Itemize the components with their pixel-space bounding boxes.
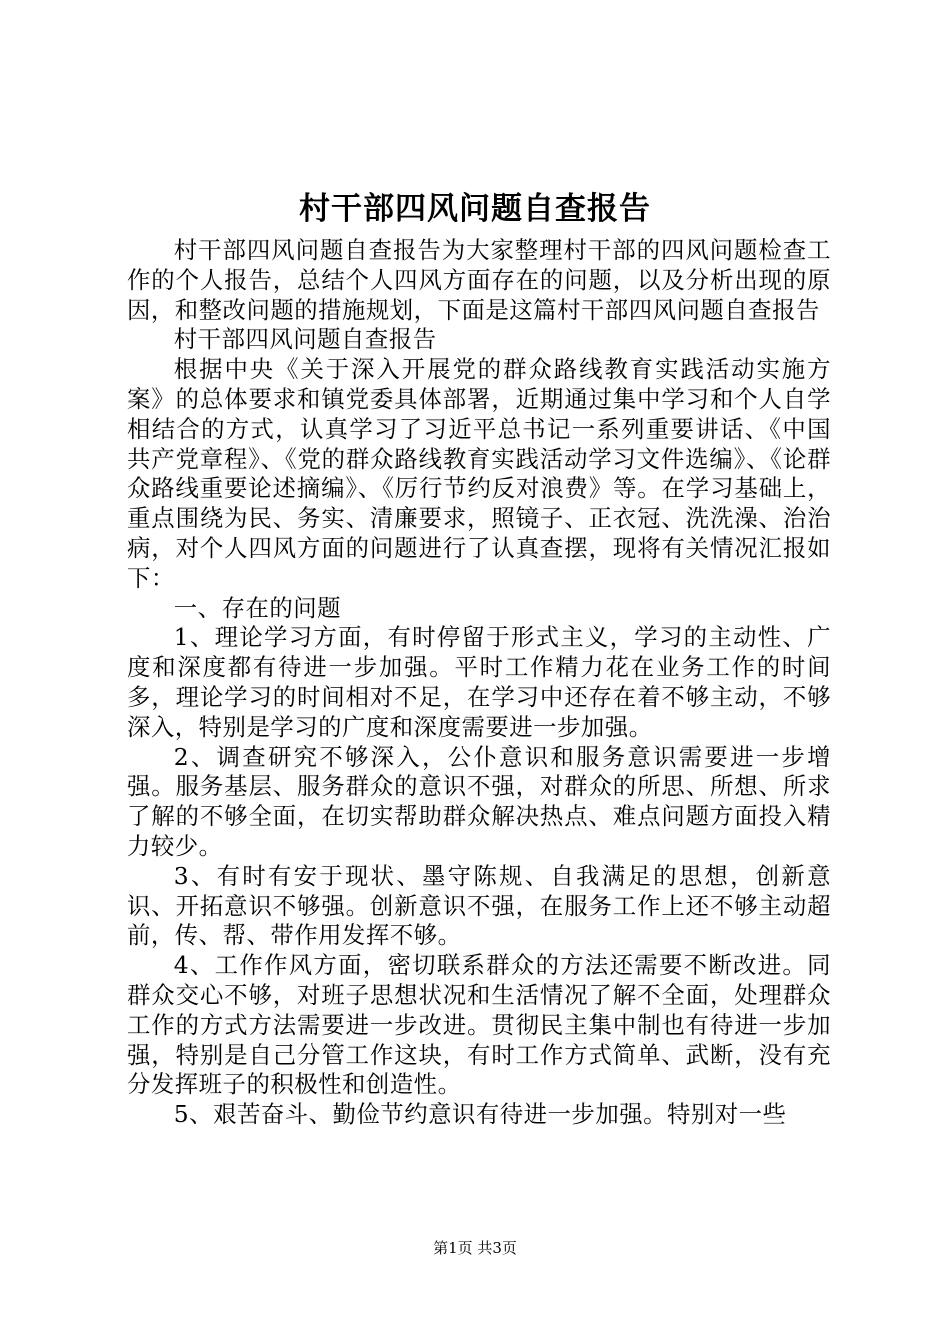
body-paragraph: 根据中央《关于深入开展党的群众路线教育实践活动实施方案》的总体要求和镇党委具体部署，近期通过集中学习和个人自学相结合的方式，认真学习了习近平总书记一系列重要讲话、《中国共产党章程》、《党的群众路线教育实践活动学习文件选编》、《论群众路线重要论述摘编》、《厉行节约反对浪费》等。在学习基础上，重点围绕为民、务实、清廉要求，照镜子、正衣冠、洗洗澡、治治病，对个人四风方面的问题进行了认真查摆，现将有关情况汇报如下： bbox=[127, 355, 831, 592]
list-item: 5、艰苦奋斗、勤俭节约意识有待进一步加强。特别对一些 bbox=[173, 1100, 787, 1129]
page-number: 第1页 共3页 bbox=[433, 1239, 517, 1257]
list-item: 4、工作作风方面，密切联系群众的方法还需要不断改进。同群众交心不够，对班子思想状况和生活情况了解不全面，处理群众工作的方式方法需要进一步改进。贯彻民主集中制也有待进一步加强，特别是自己分管工作这块，有时工作方式简单、武断，没有充分发挥班子的积极性和创造性。 bbox=[127, 951, 831, 1099]
document-body bbox=[127, 236, 831, 1130]
list-item: 2、调查研究不够深入，公仆意识和服务意识需要进一步增强。服务基层、服务群众的意识不强，对群众的所思、所想、所求了解的不够全面，在切实帮助群众解决热点、难点问题方面投入精力较少。 bbox=[127, 742, 831, 860]
list-item: 3、有时有安于现状、墨守陈规、自我满足的思想，创新意识、开拓意识不够强。创新意识不强，在服务工作上还不够主动超前，传、帮、带作用发挥不够。 bbox=[127, 861, 831, 950]
section-heading: 一、存在的问题 bbox=[173, 593, 342, 622]
intro-paragraph: 村干部四风问题自查报告为大家整理村干部的四风问题检查工作的个人报告，总结个人四风方面存在的问题，以及分析出现的原因，和整改问题的措施规划，下面是这篇村干部四风问题自查报告 bbox=[127, 236, 831, 324]
list-item: 1、理论学习方面，有时停留于形式主义，学习的主动性、广度和深度都有待进一步加强。平时工作精力花在业务工作的时间多，理论学习的时间相对不足，在学习中还存在着不够主动，不够深入，特别是学习的广度和深度需要进一步加强。 bbox=[127, 623, 831, 741]
document-title: 村干部四风问题自查报告 bbox=[299, 191, 651, 227]
report-subtitle: 村干部四风问题自查报告 bbox=[173, 325, 437, 354]
